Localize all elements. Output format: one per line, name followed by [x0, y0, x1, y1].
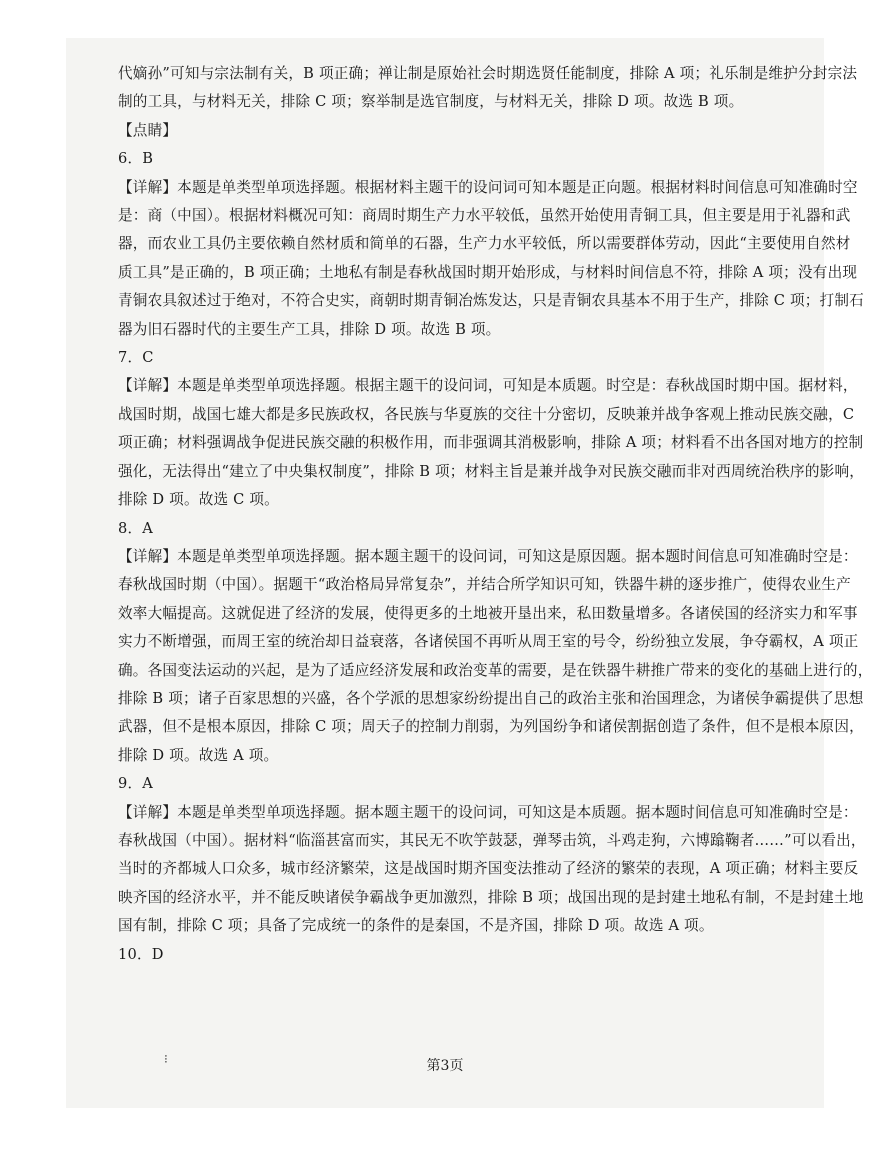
text-line: 9．A [118, 775, 154, 793]
text-line: 效率大幅提高。这就促进了经济的发展，使得更多的土地被开垦出来，私田数量增多。各诸侯国的经济实力和军事 [118, 604, 858, 622]
text-line: 强化，无法得出“建立了中央集权制度”，排除 B 项；材料主旨是兼并战争对民族交融而非对西周统治秩序的影响， [118, 462, 865, 480]
text-line: 【详解】本题是单类型单项选择题。根据主题干的设问词，可知是本质题。时空是：春秋战国时期中国。据材料， [118, 377, 858, 395]
text-line: 是：商（中国）。根据材料概况可知：商周时期生产力水平较低，虽然开始使用青铜工具，但主要是用于礼器和武 [118, 207, 851, 225]
text-line: 实力不断增强，而周王室的统治却日益衰落，各诸侯国不再听从周王室的号令，纷纷独立发展，争夺霸权，A 项正 [118, 633, 859, 651]
text-line: 【详解】本题是单类型单项选择题。据本题主题干的设问词，可知这是原因题。据本题时间信息可知准确时空是： [118, 547, 858, 565]
text-line: 排除 B 项；诸子百家思想的兴盛，各个学派的思想家纷纷提出自己的政治主张和治国理念，为诸侯争霸提供了思想 [118, 689, 864, 707]
text-line: 青铜农具叙述过于绝对，不符合史实，商朝时期青铜冶炼发达，只是青铜农具基本不用于生产，排除 C 项；打制石 [118, 292, 864, 310]
text-line: 映齐国的经济水平，并不能反映诸侯争霸战争更加激烈，排除 B 项；战国出现的是封建土地私有制，不是封建土地 [118, 888, 864, 906]
text-line: 质工具”是正确的，B 项正确；土地私有制是春秋战国时期开始形成，与材料时间信息不符，排除 A 项；没有出现 [118, 263, 858, 281]
text-line: 7．C [118, 349, 154, 367]
text-line: 【详解】本题是单类型单项选择题。据本题主题干的设问词，可知这是本质题。据本题时间信息可知准确时空是： [118, 803, 858, 821]
text-line: 项正确；材料强调战争促进民族交融的积极作用，而非强调其消极影响，排除 A 项；材料看不出各国对地方的控制 [118, 434, 864, 452]
text-line: 制的工具，与材料无关，排除 C 项；察举制是选官制度，与材料无关，排除 D 项。故选 B 项。 [118, 93, 744, 111]
page-number: 第3页 [426, 1058, 464, 1074]
text-line: 【详解】本题是单类型单项选择题。根据材料主题干的设问词可知本题是正向题。根据材料时间信息可知准确时空 [118, 178, 858, 196]
text-line: 武器，但不是根本原因，排除 C 项；周天子的控制力削弱，为列国纷争和诸侯割据创造了条件，但不是根本原因， [118, 718, 864, 736]
text-line: 春秋战国（中国）。据材料“临淄甚富而实，其民无不吹竽鼓瑟，弹琴击筑，斗鸡走狗，六博蹹鞠者……”可以看出， [118, 831, 866, 849]
text-line: 代嫡孙”可知与宗法制有关，B 项正确；禅让制是原始社会时期选贤任能制度，排除 A 项；礼乐制是维护分封宗法 [118, 65, 858, 82]
text-line: 器，而农业工具仍主要依赖自然材质和简单的石器，生产力水平较低，所以需要群体劳动，因此“主要使用自然材 [118, 235, 851, 253]
text-line: 确。各国变法运动的兴起，是为了适应经济发展和政治变革的需要，是在铁器牛耕推广带来的变化的基础上进行的， [118, 661, 873, 679]
text-line: 国有制，排除 C 项；具备了完成统一的条件的是秦国，不是齐国，排除 D 项。故选 A 项。 [118, 917, 714, 935]
text-line: 排除 D 项。故选 A 项。 [118, 746, 279, 764]
text-line: 排除 D 项。故选 C 项。 [118, 491, 279, 509]
text-line: 春秋战国时期（中国）。据题干“政治格局异常复杂”，并结合所学知识可知，铁器牛耕的逐步推广，使得农业生产 [118, 576, 851, 594]
document-page [66, 38, 873, 1108]
text-line: 器为旧石器时代的主要生产工具，排除 D 项。故选 B 项。 [118, 320, 501, 338]
text-line: 10．D [118, 945, 164, 963]
text-line: 【点睛】 [118, 121, 178, 139]
text-line: 当时的齐都城人口众多，城市经济繁荣，这是战国时期齐国变法推动了经济的繁荣的表现，A 项正确；材料主要反 [118, 860, 859, 878]
text-line: 战国时期，战国七雄大都是多民族政权，各民族与华夏族的交往十分密切，反映兼并战争客观上推动民族交融，C [118, 405, 855, 423]
answer-explanation-text [118, 60, 873, 969]
scan-mark: ⁝ [164, 1052, 168, 1066]
text-line: 6．B [118, 150, 154, 168]
text-line: 8．A [118, 519, 154, 537]
